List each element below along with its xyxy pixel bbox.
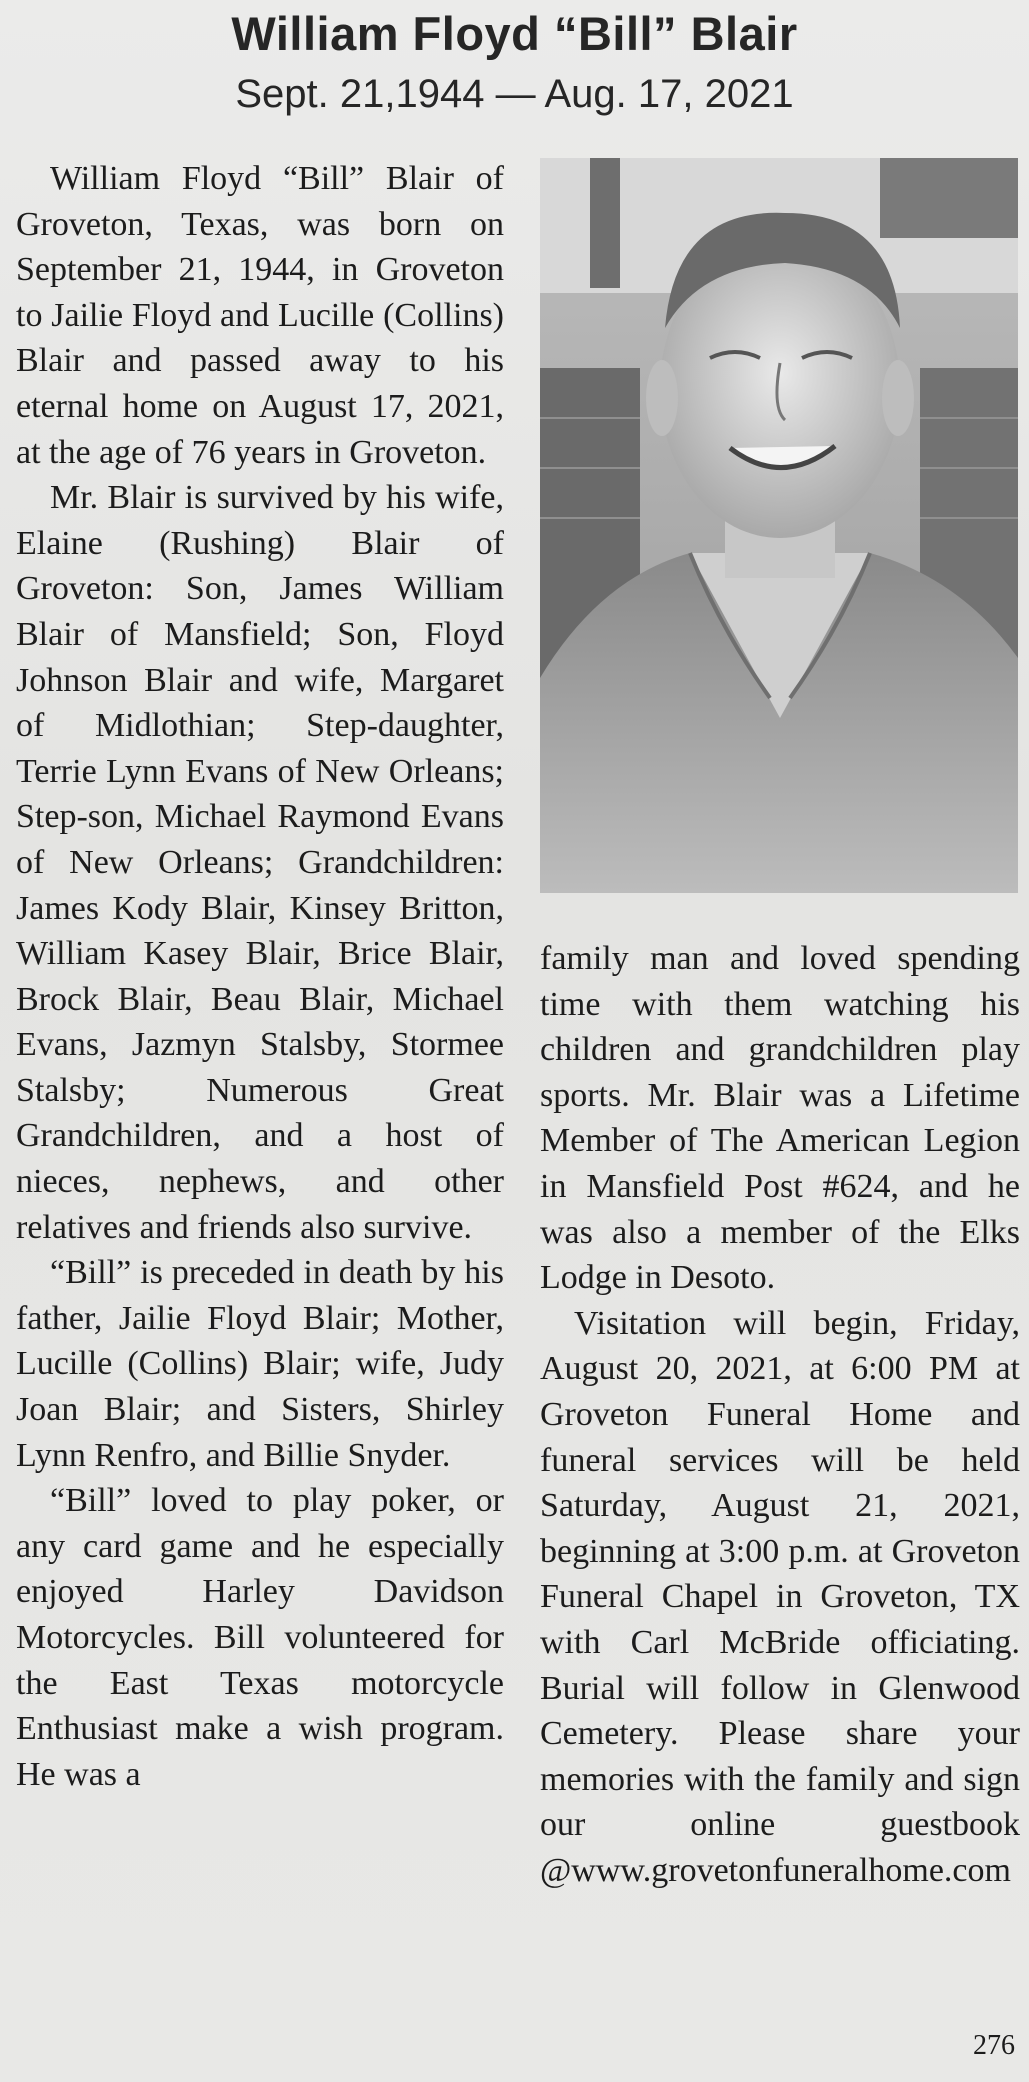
left-column	[16, 156, 504, 1797]
paragraph-preceded: “Bill” is preceded in death by his father, Jailie Floyd Blair; Mother, Lucille (Collins) Blair; wife, Judy Joan Blair; and Sisters, Shirley Lynn Renfro, and Billie Snyder.	[16, 1254, 504, 1474]
portrait-photo-icon	[540, 158, 1018, 893]
right-column	[540, 936, 1020, 1893]
paragraph-family-man: family man and loved spending time with them watching his children and grandchildren play sports. Mr. Blair was a Lifetime Member of The American Legion in Mansfield Post #624, and he was also a member of the Elks Lodge in Desoto.	[540, 940, 1020, 1297]
paragraph-birth: William Floyd “Bill” Blair of Groveton, Texas, was born on September 21, 1944, in Groveton to Jailie Floyd and Lucille (Collins) Blair and passed away to his eternal home on August 17, 2021, at the age of 76 years in Groveton.	[16, 160, 504, 471]
paragraph-visitation: Visitation will begin, Friday, August 20, 2021, at 6:00 PM at Groveton Funeral Home and funeral services will be held Saturday, August 21, 2021, beginning at 3:00 p.m. at Groveton Funeral Chapel in Groveton, TX with Carl McBride officiating. Burial will follow in Glenwood Cemetery. Please share your memories with the family and sign our online guestbook @www.grovetonfuneralhome.com	[540, 1304, 1020, 1889]
obituary-name-heading: William Floyd “Bill” Blair	[231, 7, 798, 60]
paragraph-hobbies: “Bill” loved to play poker, or any card game and he especially enjoyed Harley Davidson Motorcycles. Bill volunteered for the East Texas motorcycle Enthusiast make a wish program. He was a	[16, 1482, 504, 1793]
portrait-photo	[540, 158, 1018, 893]
page-number: 276	[973, 2030, 1015, 2061]
paragraph-survivors: Mr. Blair is survived by his wife, Elaine (Rushing) Blair of Groveton: Son, James William Blair of Mansfield; Son, Floyd Johnson Blair and wife, Margaret of Midlothian; Step-daughter, Terrie Lynn Evans of New Orleans; Step-son, Michael Raymond Evans of New Orleans; Grandchildren: James Kody Blair, Kinsey Britton, William Kasey Blair, Brice Blair, Brock Blair, Beau Blair, Michael Evans, Jazmyn Stalsby, Stormee Stalsby; Numerous Great Grandchildren, and a host of nieces, nephews, and other relatives and friends also survive.	[16, 479, 504, 1246]
obituary-dates: Sept. 21,1944 — Aug. 17, 2021	[235, 72, 794, 116]
